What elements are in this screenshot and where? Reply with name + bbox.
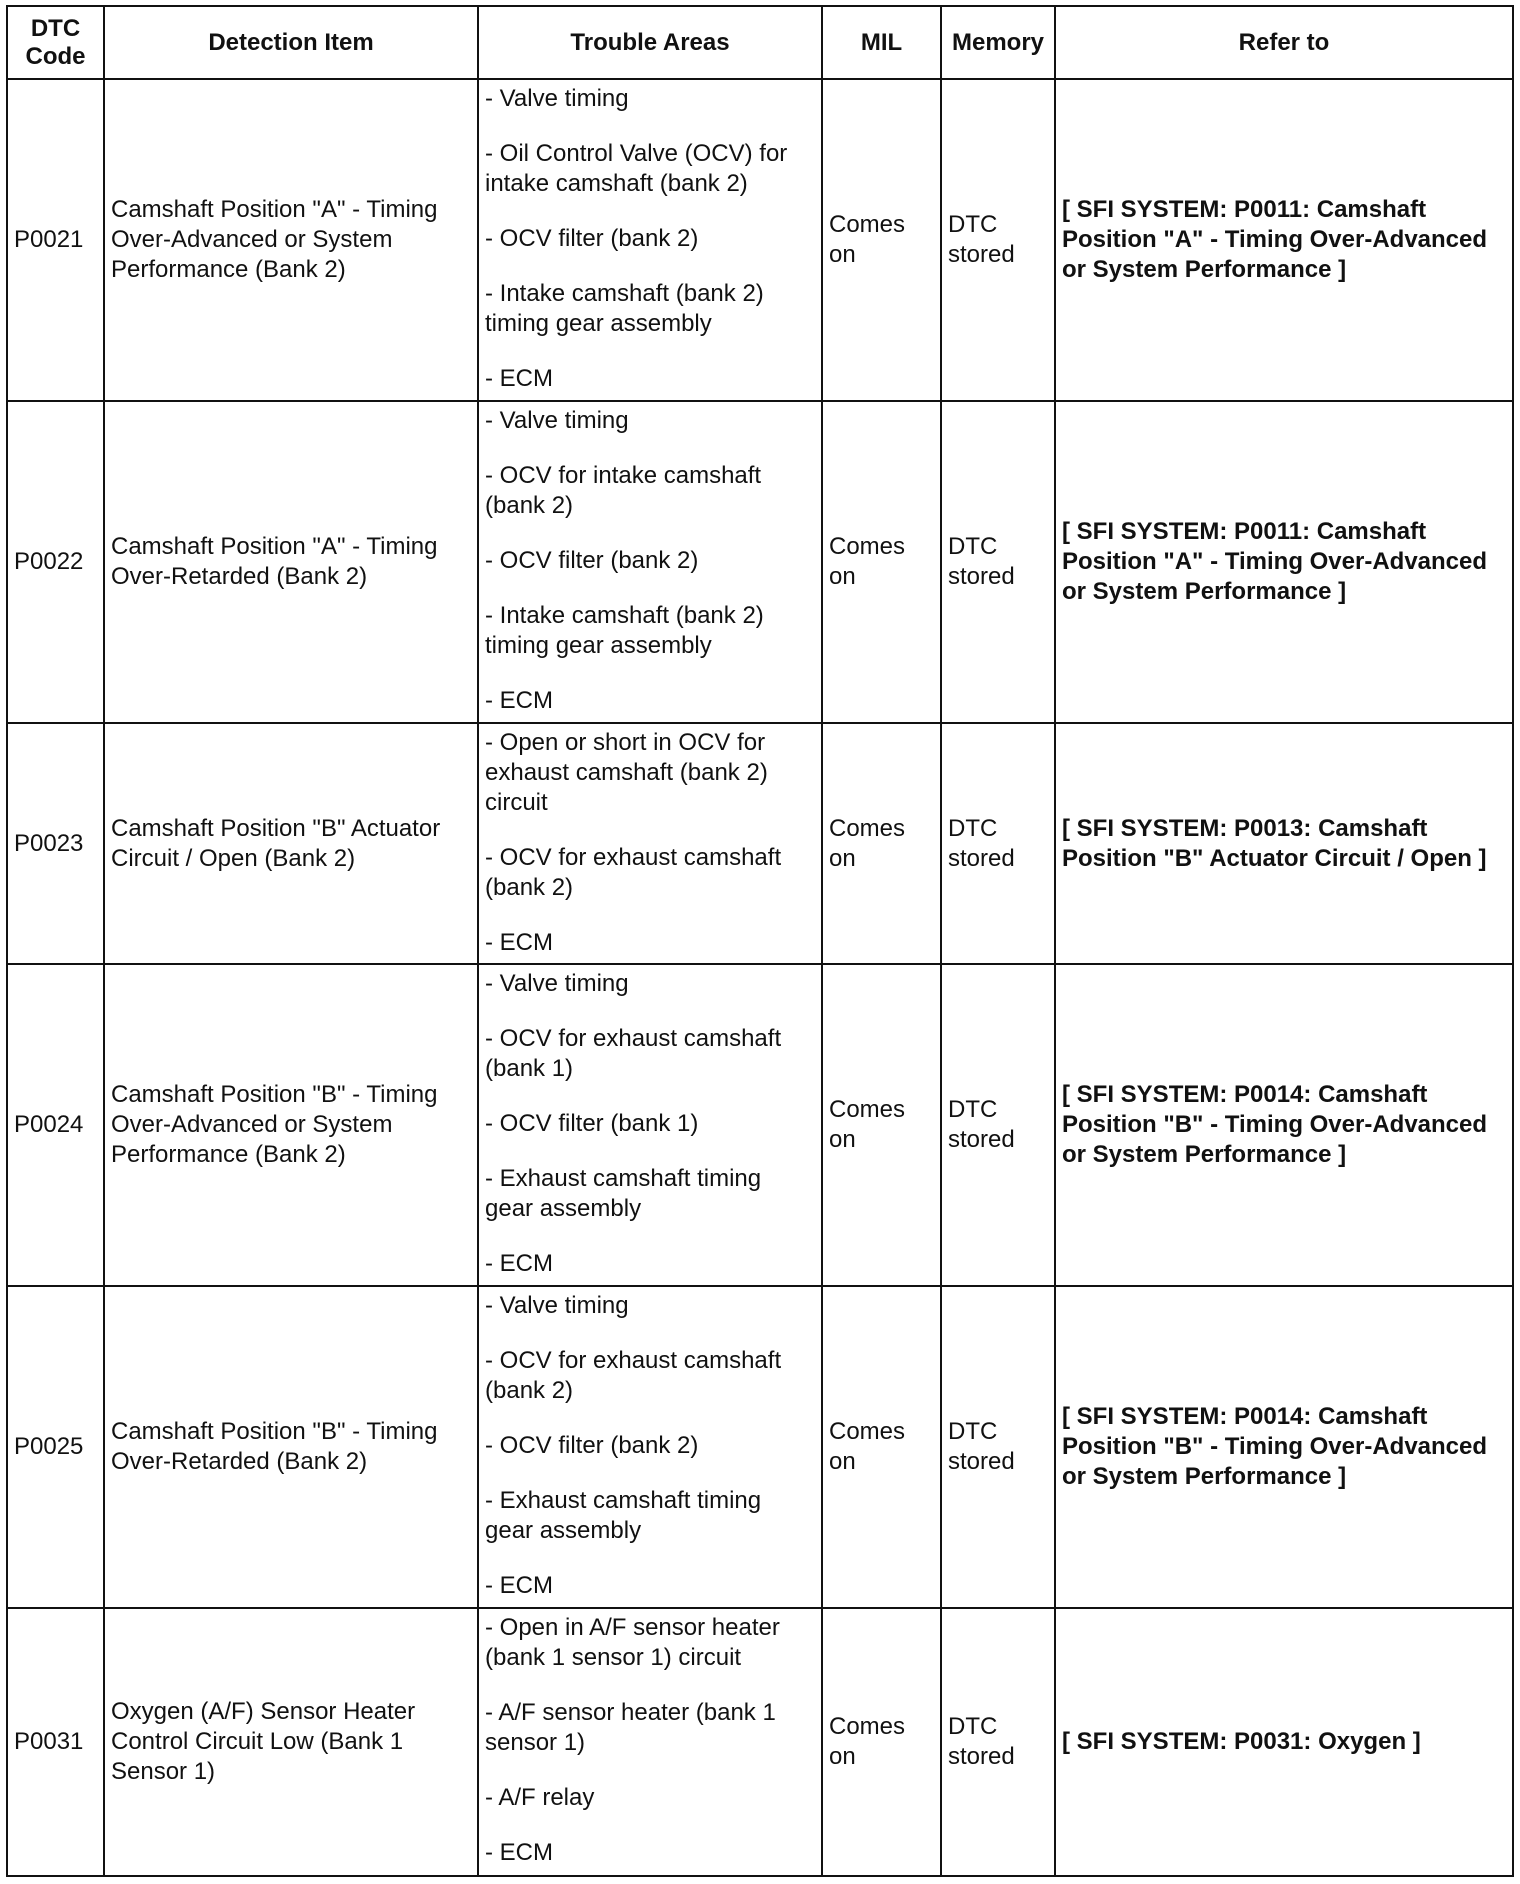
trouble-area-line: - ECM (485, 687, 553, 714)
trouble-area-line: - ECM (485, 1572, 553, 1599)
memory-cell: DTC stored (941, 723, 1055, 964)
trouble-areas-cell (478, 79, 822, 401)
memory-cell: DTC stored (941, 964, 1055, 1286)
trouble-area-line: - ECM (485, 1839, 553, 1866)
trouble-item-gap (485, 339, 815, 364)
trouble-item-gap (485, 818, 815, 843)
trouble-area-line: - OCV filter (bank 2) (485, 1432, 699, 1459)
trouble-area-line: - OCV for exhaust camshaft (485, 1025, 782, 1052)
trouble-area-line: - Valve timing (485, 970, 629, 997)
trouble-item-gap (485, 1461, 815, 1486)
trouble-area-line: timing gear assembly (485, 632, 712, 659)
trouble-area-line: (bank 1 sensor 1) circuit (485, 1644, 742, 1671)
refer-to-cell: [ SFI SYSTEM: P0014: Camshaft Position "B" - Timing Over-Advanced or System Performance ] (1055, 1286, 1513, 1608)
mil-cell: Comes on (822, 1608, 941, 1876)
dtc-table (6, 5, 1514, 1877)
header-trouble-areas: Trouble Areas (478, 6, 822, 79)
dtc-code-cell: P0023 (7, 723, 104, 964)
trouble-area-line: timing gear assembly (485, 310, 712, 337)
header-dtc-code-line2: Code (25, 42, 86, 70)
trouble-area-line: - Valve timing (485, 85, 629, 112)
trouble-area-line: - Oil Control Valve (OCV) for (485, 140, 788, 167)
trouble-area-line: - OCV filter (bank 1) (485, 1110, 699, 1137)
trouble-area-line: - A/F relay (485, 1784, 595, 1811)
header-memory: Memory (941, 6, 1055, 79)
trouble-area-line: - OCV filter (bank 2) (485, 225, 699, 252)
header-detection-item: Detection Item (104, 6, 478, 79)
mil-cell: Comes on (822, 723, 941, 964)
mil-cell: Comes on (822, 964, 941, 1286)
trouble-area-line: - Open or short in OCV for (485, 729, 766, 756)
dtc-code-cell: P0025 (7, 1286, 104, 1608)
trouble-area-line: - Exhaust camshaft timing (485, 1165, 762, 1192)
memory-cell: DTC stored (941, 1286, 1055, 1608)
trouble-areas-cell (478, 723, 822, 964)
trouble-area-line: - OCV for exhaust camshaft (485, 1347, 782, 1374)
trouble-area-line: circuit (485, 789, 548, 816)
trouble-item-gap (485, 1224, 815, 1249)
refer-to-cell: [ SFI SYSTEM: P0013: Camshaft Position "B" Actuator Circuit / Open ] (1055, 723, 1513, 964)
trouble-area-line: - ECM (485, 1250, 553, 1277)
trouble-area-line: intake camshaft (bank 2) (485, 170, 748, 197)
trouble-item-gap (485, 903, 815, 928)
dtc-code-cell: P0022 (7, 401, 104, 723)
trouble-item-gap (485, 254, 815, 279)
detection-item-cell: Camshaft Position "B" Actuator Circuit / Open (Bank 2) (104, 723, 478, 964)
trouble-area-line: (bank 2) (485, 874, 574, 901)
trouble-area-line: - Exhaust camshaft timing (485, 1487, 762, 1514)
dtc-code-cell: P0031 (7, 1608, 104, 1876)
trouble-item-gap (485, 1084, 815, 1109)
table-row (7, 1608, 1513, 1876)
trouble-area-line: - Valve timing (485, 1292, 629, 1319)
trouble-item-gap (485, 114, 815, 139)
trouble-area-line: sensor 1) (485, 1729, 586, 1756)
trouble-areas-cell (478, 964, 822, 1286)
trouble-item-gap (485, 999, 815, 1024)
trouble-item-gap (485, 1546, 815, 1571)
header-dtc-code-line1: DTC (30, 14, 81, 42)
trouble-item-gap (485, 1673, 815, 1698)
header-mil: MIL (822, 6, 941, 79)
detection-item-cell: Oxygen (A/F) Sensor Heater Control Circuit Low (Bank 1 Sensor 1) (104, 1608, 478, 1876)
table-row (7, 1286, 1513, 1608)
detection-item-cell: Camshaft Position "B" - Timing Over-Advanced or System Performance (Bank 2) (104, 964, 478, 1286)
trouble-item-gap (485, 1758, 815, 1783)
trouble-item-gap (485, 199, 815, 224)
mil-cell: Comes on (822, 401, 941, 723)
trouble-area-line: - Intake camshaft (bank 2) (485, 280, 764, 307)
dtc-code-cell: P0024 (7, 964, 104, 1286)
header-dtc-code (7, 6, 104, 79)
trouble-area-line: gear assembly (485, 1517, 642, 1544)
refer-to-cell: [ SFI SYSTEM: P0011: Camshaft Position "A" - Timing Over-Advanced or System Performance ] (1055, 79, 1513, 401)
trouble-area-line: - OCV for exhaust camshaft (485, 844, 782, 871)
refer-to-cell: [ SFI SYSTEM: P0014: Camshaft Position "B" - Timing Over-Advanced or System Performance ] (1055, 964, 1513, 1286)
trouble-item-gap (485, 661, 815, 686)
table-row (7, 79, 1513, 401)
trouble-item-gap (485, 1321, 815, 1346)
trouble-area-line: - ECM (485, 365, 553, 392)
trouble-item-gap (485, 576, 815, 601)
memory-cell: DTC stored (941, 79, 1055, 401)
trouble-areas-cell (478, 401, 822, 723)
trouble-area-line: - A/F sensor heater (bank 1 (485, 1699, 776, 1726)
trouble-area-line: - Intake camshaft (bank 2) (485, 602, 764, 629)
trouble-area-line: - OCV for intake camshaft (485, 462, 762, 489)
detection-item-cell: Camshaft Position "A" - Timing Over-Retarded (Bank 2) (104, 401, 478, 723)
trouble-item-gap (485, 521, 815, 546)
memory-cell: DTC stored (941, 401, 1055, 723)
trouble-area-line: - ECM (485, 929, 553, 956)
table-row (7, 964, 1513, 1286)
refer-to-cell: [ SFI SYSTEM: P0011: Camshaft Position "A" - Timing Over-Advanced or System Performance ] (1055, 401, 1513, 723)
trouble-areas-cell (478, 1608, 822, 1876)
detection-item-cell: Camshaft Position "A" - Timing Over-Advanced or System Performance (Bank 2) (104, 79, 478, 401)
trouble-area-line: - Open in A/F sensor heater (485, 1614, 780, 1641)
table-body (7, 79, 1513, 1876)
dtc-code-cell: P0021 (7, 79, 104, 401)
refer-to-cell: [ SFI SYSTEM: P0031: Oxygen ] (1055, 1608, 1513, 1876)
table-row (7, 723, 1513, 964)
trouble-area-line: - OCV filter (bank 2) (485, 547, 699, 574)
detection-item-cell: Camshaft Position "B" - Timing Over-Retarded (Bank 2) (104, 1286, 478, 1608)
trouble-area-line: (bank 1) (485, 1055, 574, 1082)
memory-cell: DTC stored (941, 1608, 1055, 1876)
trouble-area-line: gear assembly (485, 1195, 642, 1222)
trouble-area-line: (bank 2) (485, 492, 574, 519)
trouble-area-line: (bank 2) (485, 1377, 574, 1404)
header-row (7, 6, 1513, 79)
trouble-area-line: - Valve timing (485, 407, 629, 434)
trouble-area-line: exhaust camshaft (bank 2) (485, 759, 768, 786)
table-row (7, 401, 1513, 723)
header-refer-to: Refer to (1055, 6, 1513, 79)
trouble-item-gap (485, 1139, 815, 1164)
trouble-areas-cell (478, 1286, 822, 1608)
mil-cell: Comes on (822, 79, 941, 401)
trouble-item-gap (485, 1813, 815, 1838)
mil-cell: Comes on (822, 1286, 941, 1608)
trouble-item-gap (485, 1406, 815, 1431)
trouble-item-gap (485, 436, 815, 461)
